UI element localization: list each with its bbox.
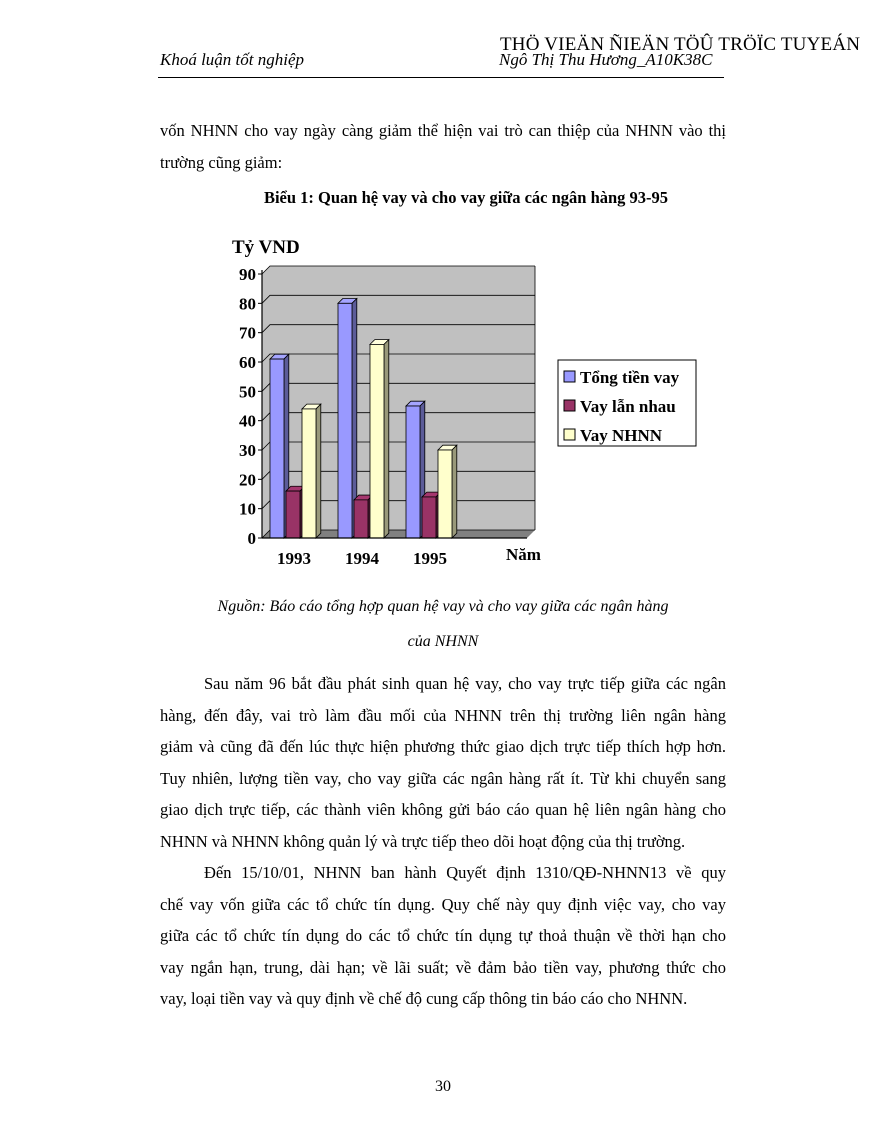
header-divider	[158, 77, 724, 78]
x-axis-label: Năm	[506, 545, 541, 564]
y-tick-label: 70	[239, 323, 256, 343]
x-tick-label: 1994	[345, 549, 379, 568]
bar-side	[452, 445, 457, 538]
bar-front	[270, 359, 284, 538]
y-tick-label: 40	[239, 411, 256, 431]
bar	[370, 340, 389, 538]
bar-front	[302, 409, 316, 538]
bar-front	[422, 497, 436, 538]
x-tick-label: 1993	[277, 549, 311, 568]
y-tick-label: 20	[239, 470, 256, 490]
header-left: Khoá luận tốt nghiệp	[160, 50, 305, 69]
x-tick-label: 1995	[413, 549, 447, 568]
paragraph-line: vay, loại tiền vay và quy định về chế độ cung cấp thông tin báo cáo cho NHNN.	[160, 989, 688, 1008]
paragraph-line: hàng, đến đây, vai trò làm đầu mối của NHNN trên thị trường liên ngân hàng	[160, 705, 726, 725]
legend-swatch	[564, 371, 575, 382]
bar-side	[384, 340, 389, 538]
paragraph-line: vốn NHNN cho vay ngày càng giảm thể hiện vai trò can thiệp của NHNN vào thị	[160, 121, 726, 140]
chart-legend	[558, 360, 696, 446]
header-right: Ngô Thị Thu Hương_A10K38C	[499, 50, 713, 69]
y-tick-label: 30	[239, 441, 256, 460]
y-tick-label: 0	[247, 529, 256, 548]
y-tick-label: 90	[239, 265, 256, 284]
bar-front	[438, 450, 452, 538]
y-axis-label: Tỷ VND	[232, 237, 300, 258]
paragraph-3	[160, 857, 726, 1015]
legend-entry: Vay lẫn nhau	[580, 397, 676, 416]
bar-front	[354, 500, 368, 538]
legend-entry: Vay NHNN	[580, 426, 663, 445]
bar-front	[286, 491, 300, 538]
bar	[302, 404, 321, 538]
watermark-text: THÖ VIEÄN ÑIEÄN TÖÛ TRÖÏC TUYEÁN	[500, 34, 861, 55]
bar-chart	[220, 228, 720, 578]
paragraph-line: NHNN và NHNN không quản lý và trực tiếp theo dõi hoạt động của thị trường.	[160, 831, 686, 851]
y-tick-label: 50	[239, 382, 256, 402]
y-tick-label: 80	[239, 294, 256, 314]
paragraph-2	[160, 668, 726, 857]
bar-front	[338, 303, 352, 538]
paragraph-line: trường cũng giảm:	[160, 152, 283, 172]
figure-source-line-1: Nguồn: Báo cáo tổng hợp quan hệ vay và cho vay giữa các ngân hàng	[217, 598, 669, 615]
legend-swatch	[564, 400, 575, 411]
bar-front	[406, 406, 420, 538]
figure-source-line-2: của NHNN	[407, 633, 479, 650]
page-number: 30	[435, 1078, 451, 1095]
paragraph-line: vay ngắn hạn, trung, dài hạn; về lãi suất; về đảm bảo tiền vay, phương thức cho	[160, 957, 726, 977]
y-tick-label: 10	[239, 499, 256, 519]
paragraph-line: giảm và cũng đã đến lúc thực hiện phương thức giao dịch trực tiếp thích hợp hơn.	[160, 737, 726, 756]
bar-front	[370, 344, 384, 538]
figure-title: Biểu 1: Quan hệ vay và cho vay giữa các ngân hàng 93-95	[263, 188, 669, 207]
paragraph-line: chế vay vốn giữa các tổ chức tín dụng. Quy chế này quy định việc vay, cho vay	[160, 894, 726, 914]
legend-entry: Tổng tiền vay	[580, 368, 680, 387]
y-tick-label: 60	[239, 353, 256, 372]
paragraph-line: giao dịch trực tiếp, các thành viên không gửi báo cáo quan hệ liên ngân hàng cho	[160, 800, 726, 819]
bar	[438, 445, 457, 538]
paragraph-line: Sau năm 96 bắt đầu phát sinh quan hệ vay, cho vay trực tiếp giữa các ngân	[204, 674, 726, 693]
paragraph-line: Đến 15/10/01, NHNN ban hành Quyết định 1310/QĐ-NHNN13 về quy	[204, 863, 726, 882]
bar-side	[316, 404, 321, 538]
paragraph-line: giữa các tổ chức tín dụng do các tổ chức tín dụng tự thoả thuận về thời hạn cho	[160, 926, 726, 945]
intro-paragraph	[160, 115, 726, 178]
paragraph-line: Tuy nhiên, lượng tiền vay, cho vay giữa các ngân hàng rất ít. Từ khi chuyển sang	[160, 768, 726, 788]
legend-swatch	[564, 429, 575, 440]
